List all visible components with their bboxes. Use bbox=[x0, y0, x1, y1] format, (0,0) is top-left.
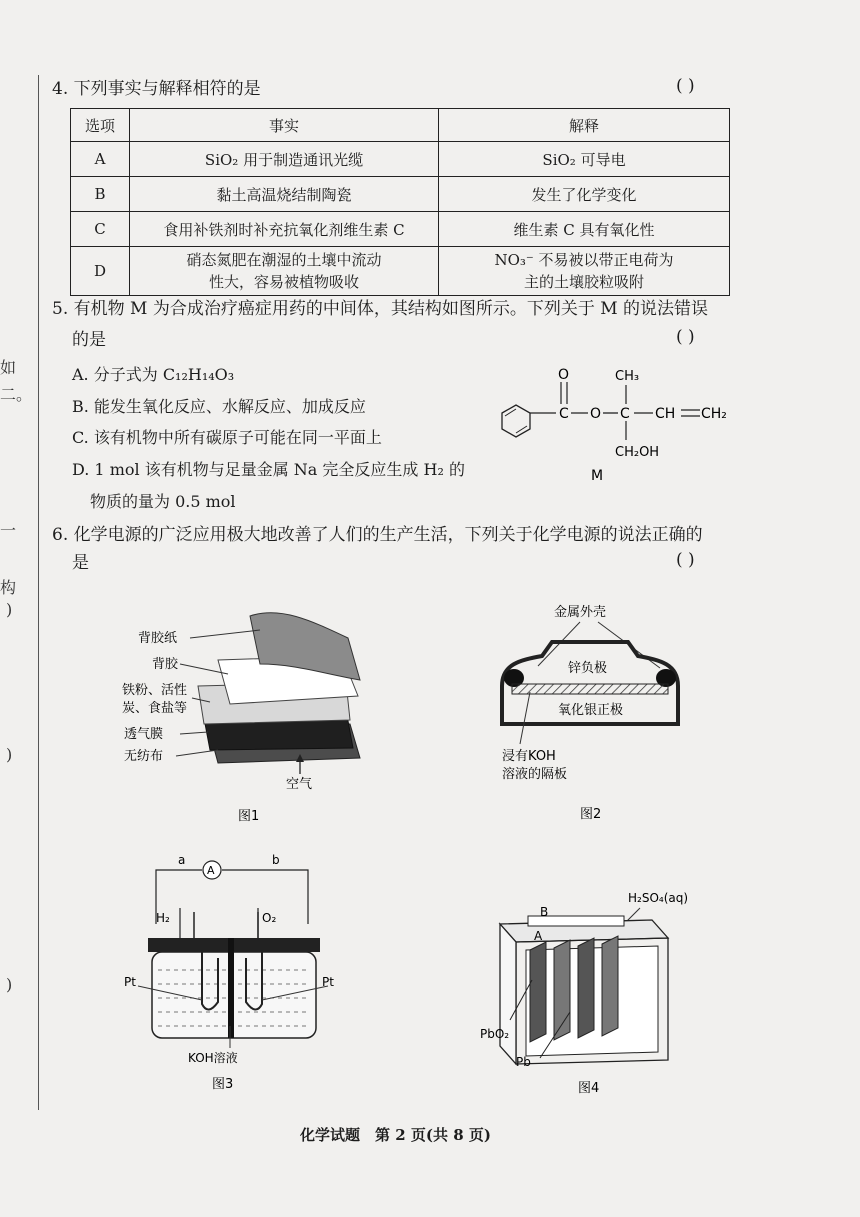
cell-fact bbox=[130, 247, 439, 296]
group-ch3: CH₃ bbox=[615, 369, 640, 384]
header-option: 选项 bbox=[71, 109, 130, 142]
table-header-row bbox=[71, 109, 730, 142]
plate bbox=[602, 936, 618, 1036]
fig1-label: 透气膜 bbox=[124, 727, 164, 742]
molecule-name: M bbox=[591, 468, 604, 484]
table-row bbox=[71, 142, 730, 177]
cell-option: D bbox=[71, 247, 130, 296]
molecule-m-structure bbox=[490, 360, 740, 485]
cell-explain: 维生素 C 具有氧化性 bbox=[439, 212, 730, 247]
figure-1-hand-warmer bbox=[110, 598, 400, 828]
cell-explain bbox=[439, 247, 730, 296]
page-footer: 化学试题 第 2 页(共 8 页) bbox=[300, 1126, 491, 1144]
fig3-label-pt: Pt bbox=[124, 975, 136, 989]
cell-fact-line: 硝态氮肥在潮湿的土壤中流动 bbox=[186, 251, 382, 269]
table-row bbox=[71, 212, 730, 247]
q6-stem-line1: 6. 化学电源的广泛应用极大地改善了人们的生产生活，下列关于化学电源的说法正确的 bbox=[52, 525, 703, 545]
margin-mark: ) bbox=[6, 745, 13, 764]
margin-mark: ) bbox=[6, 975, 13, 994]
margin-mark: 二。 bbox=[0, 385, 33, 404]
margin-mark: 构 bbox=[0, 578, 17, 597]
fig3-label-pt: Pt bbox=[322, 975, 334, 989]
figure-3-fuel-cell bbox=[118, 850, 348, 1100]
q5-option-a: A. 分子式为 C₁₂H₁₄O₃ bbox=[72, 365, 235, 384]
cell-explain: SiO₂ 可导电 bbox=[439, 142, 730, 177]
q6-stem-line2: 是 bbox=[72, 553, 89, 573]
label-line bbox=[180, 732, 208, 734]
fig3-label-o2: O₂ bbox=[262, 911, 277, 925]
fig2-label: 浸有KOH bbox=[502, 749, 556, 764]
cell-explain: 发生了化学变化 bbox=[439, 177, 730, 212]
cell-option: A bbox=[71, 142, 130, 177]
q5-option-d: D. 1 mol 该有机物与足量金属 Na 完全反应生成 H₂ 的 bbox=[72, 460, 465, 479]
label-line bbox=[176, 750, 218, 756]
plate bbox=[530, 942, 546, 1042]
plate bbox=[578, 938, 594, 1038]
fig3-label-a: a bbox=[178, 853, 186, 867]
fig4-label-b: B bbox=[540, 905, 549, 919]
table-row bbox=[71, 177, 730, 212]
cell-fact-line: 性大，容易被植物吸收 bbox=[208, 273, 359, 291]
cell-fact: 黏土高温烧结制陶瓷 bbox=[130, 177, 439, 212]
membrane bbox=[228, 938, 234, 1038]
fig4-caption: 图4 bbox=[578, 1081, 600, 1096]
q5-option-b: B. 能发生氧化反应、水解反应、加成反应 bbox=[72, 397, 366, 416]
fig4-label-pbo2: PbO₂ bbox=[480, 1027, 510, 1041]
cell-fact: 食用补铁剂时补充抗氧化剂维生素 C bbox=[130, 212, 439, 247]
atom-c-quaternary: C bbox=[620, 406, 630, 422]
cell-option: C bbox=[71, 212, 130, 247]
fig1-label: 背胶 bbox=[152, 657, 179, 672]
margin-mark: 一 bbox=[0, 521, 17, 540]
fig1-label: 背胶纸 bbox=[138, 631, 178, 646]
fig4-label-acid: H₂SO₄(aq) bbox=[628, 891, 689, 905]
fig4-label-pb: Pb bbox=[516, 1055, 531, 1069]
atom-o-ester: O bbox=[590, 406, 602, 422]
q5-stem-line1: 5. 有机物 M 为合成治疗癌症用药的中间体，其结构如图所示。下列关于 M 的说法错误 bbox=[52, 299, 709, 319]
fig4-label-a: A bbox=[534, 929, 543, 943]
q5-option-d-cont: 物质的量为 0.5 mol bbox=[90, 492, 236, 511]
fig2-label: 氧化银正极 bbox=[558, 703, 624, 718]
q4-answer-paren: ( ) bbox=[676, 76, 695, 96]
header-fact: 事实 bbox=[130, 109, 439, 142]
atom-c: C bbox=[559, 406, 569, 422]
fig1-label: 铁粉、活性 bbox=[122, 683, 188, 698]
cell-fact: SiO₂ 用于制造通讯光缆 bbox=[130, 142, 439, 177]
q5-stem-line2: 的是 bbox=[72, 330, 106, 350]
q4-table bbox=[70, 108, 730, 296]
header-explain: 解释 bbox=[439, 109, 730, 142]
fig2-caption: 图2 bbox=[580, 807, 602, 822]
table-row bbox=[71, 247, 730, 296]
margin-mark: 如 bbox=[0, 358, 17, 377]
fig2-label: 锌负极 bbox=[568, 661, 608, 676]
cell-option: B bbox=[71, 177, 130, 212]
fig3-label-b: b bbox=[272, 853, 280, 867]
case-side bbox=[500, 924, 516, 1064]
q5-option-c: C. 该有机物中所有碳原子可能在同一平面上 bbox=[72, 428, 382, 447]
fig1-label: 炭、食盐等 bbox=[122, 701, 188, 716]
q4-stem: 4. 下列事实与解释相符的是 bbox=[52, 79, 261, 99]
binding-line bbox=[38, 75, 39, 1110]
group-ch2: CH₂ bbox=[701, 406, 727, 422]
label-line bbox=[190, 630, 260, 638]
q5-answer-paren: ( ) bbox=[676, 327, 695, 347]
cell-explain-line: NO₃⁻ 不易被以带正电荷为 bbox=[494, 251, 674, 269]
figure-4-lead-acid-battery bbox=[470, 880, 720, 1100]
fig1-label: 无纺布 bbox=[124, 749, 164, 764]
fig1-caption: 图1 bbox=[238, 809, 260, 824]
cell-explain-line: 主的土壤胶粒吸附 bbox=[523, 273, 644, 291]
fig3-label-h2: H₂ bbox=[156, 911, 170, 925]
margin-mark: ) bbox=[6, 600, 13, 619]
group-ch2oh: CH₂OH bbox=[615, 445, 660, 460]
fig3-label-koh: KOH溶液 bbox=[188, 1051, 238, 1065]
group-ch: CH bbox=[655, 406, 676, 422]
label-line bbox=[520, 692, 530, 744]
fig3-ammeter-label: A bbox=[207, 864, 215, 877]
ring-hexagon bbox=[502, 405, 530, 437]
atom-o: O bbox=[558, 367, 570, 383]
fig1-label: 空气 bbox=[286, 777, 313, 792]
figure-2-button-cell bbox=[480, 596, 700, 826]
separator bbox=[512, 684, 668, 694]
fig2-label: 溶液的隔板 bbox=[502, 767, 568, 782]
q6-answer-paren: ( ) bbox=[676, 550, 695, 570]
fig2-label: 金属外壳 bbox=[554, 605, 607, 620]
fig3-caption: 图3 bbox=[212, 1077, 234, 1092]
